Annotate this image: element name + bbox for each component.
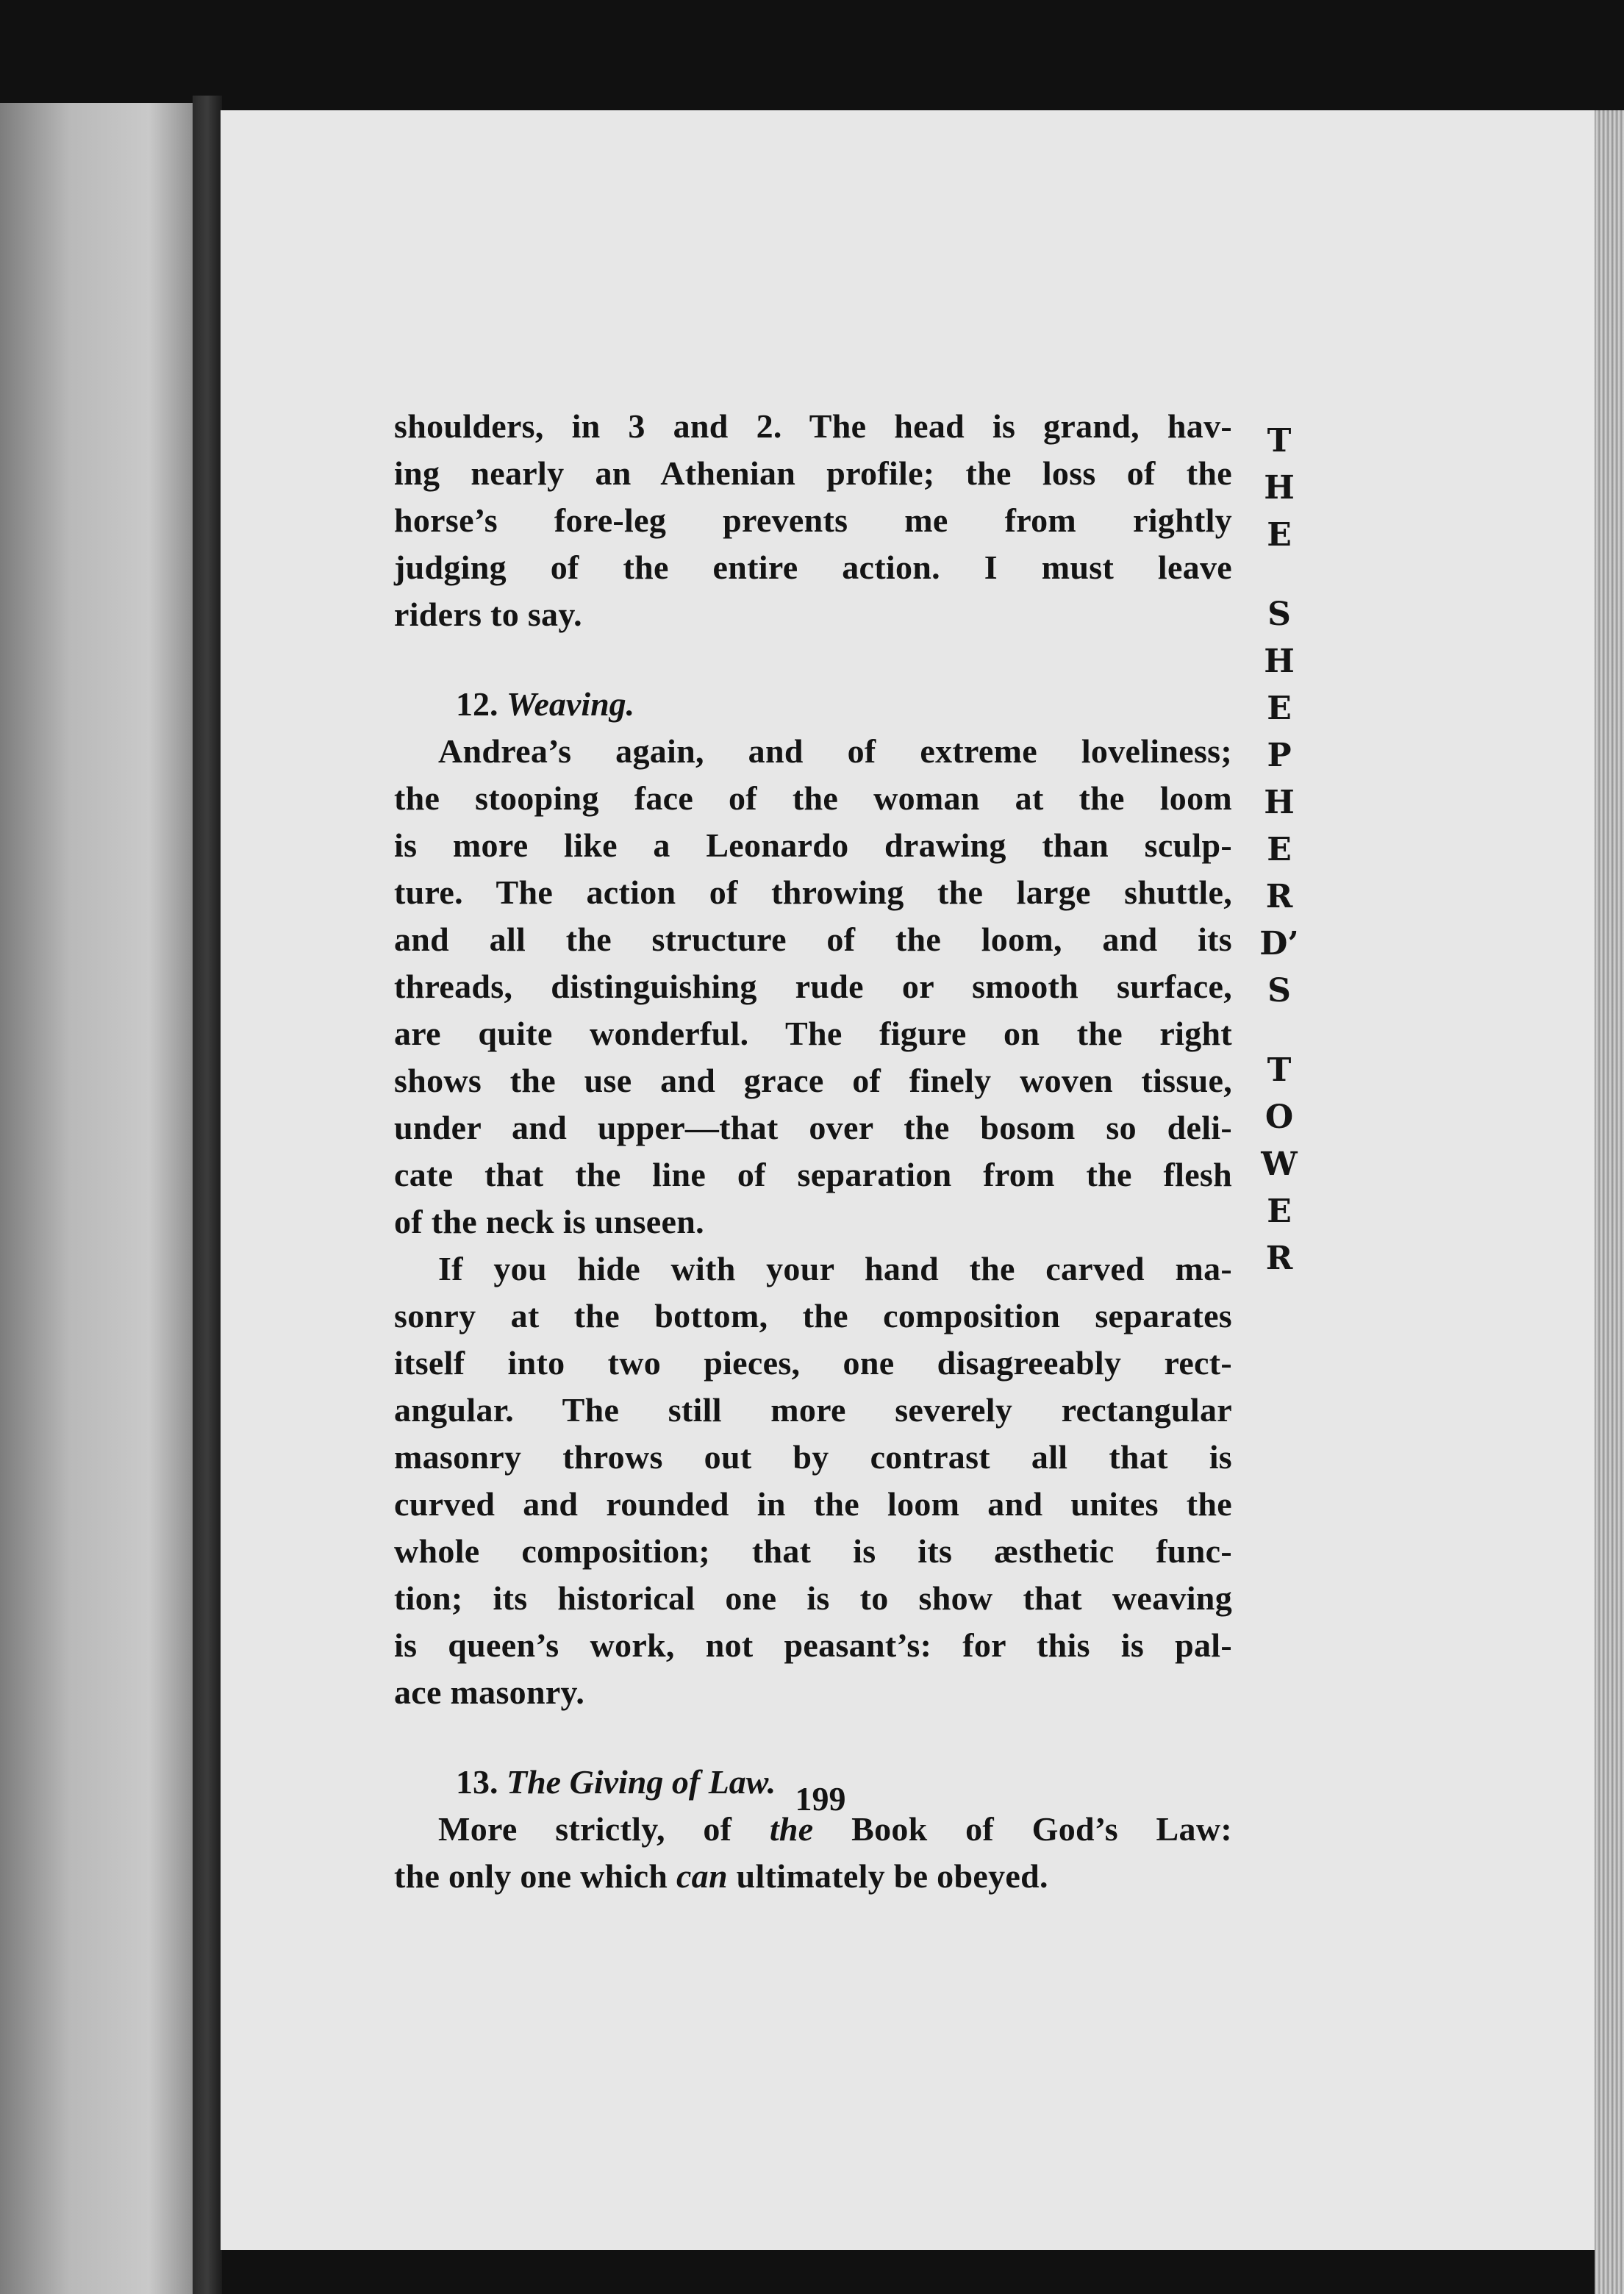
text-line: horse’s fore-leg prevents me from rightly — [394, 501, 1232, 539]
text-line: the stooping face of the woman at the loom — [394, 779, 1232, 817]
side-title-letter: T — [1267, 1051, 1292, 1089]
text-line: masonry throws out by contrast all that is — [394, 1438, 1232, 1476]
page-number: 199 — [795, 1780, 846, 1818]
section-number: 12. — [456, 685, 498, 723]
text-line: whole composition; that is its æsthetic func- — [394, 1532, 1232, 1570]
side-title-letter: H — [1264, 643, 1295, 680]
section-title: Weaving. — [507, 685, 635, 723]
side-title-letter: W — [1261, 1146, 1298, 1183]
text-line: curved and rounded in the loom and unites the — [394, 1485, 1232, 1523]
text-line: ture. The action of throwing the large shuttle, — [394, 873, 1232, 911]
weaving-paragraph-2 — [394, 1246, 1232, 1716]
side-title-word — [1257, 418, 1301, 559]
side-title-letter: S — [1267, 972, 1291, 1010]
side-title-letter: E — [1267, 1193, 1292, 1230]
side-title-letter: R — [1265, 1240, 1293, 1277]
side-title-letter: P — [1267, 737, 1292, 774]
side-title-letter: D’ — [1259, 925, 1299, 962]
text-line: If you hide with your hand the carved ma- — [438, 1250, 1232, 1287]
text-line: sonry at the bottom, the composition separates — [394, 1297, 1232, 1334]
side-title-letter: E — [1267, 690, 1292, 727]
running-side-title — [1257, 418, 1301, 1315]
side-title-letter: R — [1265, 878, 1293, 915]
side-title-letter: T — [1267, 422, 1292, 460]
text-line: is more like a Leonardo drawing than sculp- — [394, 826, 1232, 864]
section-title: The Giving of Law. — [507, 1763, 776, 1801]
side-title-letter: S — [1267, 596, 1291, 633]
side-title-word — [1257, 591, 1301, 1015]
text-line: are quite wonderful. The figure on the right — [394, 1015, 1232, 1052]
weaving-paragraph-1 — [394, 728, 1232, 1246]
page-stack-edge — [1595, 110, 1624, 2294]
text-line: angular. The still more severely rectangular — [394, 1391, 1232, 1429]
text-line: of the neck is unseen. — [394, 1203, 704, 1240]
text-line: More strictly, of the Book of God’s Law: — [438, 1810, 1232, 1848]
text-line: shoulders, in 3 and 2. The head is grand, hav- — [394, 407, 1232, 445]
text-line: shows the use and grace of finely woven tissue, — [394, 1062, 1232, 1099]
text-line: riders to say. — [394, 596, 582, 633]
side-title-letter: H — [1264, 784, 1295, 821]
text-line: Andrea’s again, and of extreme loveliness; — [438, 732, 1232, 770]
side-title-letter: E — [1267, 831, 1292, 868]
side-title-letter: O — [1264, 1098, 1294, 1136]
text-line: judging of the entire action. I must leave — [394, 549, 1232, 586]
section-number: 13. — [456, 1763, 498, 1801]
text-line: ing nearly an Athenian profile; the loss of the — [394, 454, 1232, 492]
text-line: cate that the line of separation from the flesh — [394, 1156, 1232, 1193]
text-line: and all the structure of the loom, and its — [394, 921, 1232, 958]
book-gutter — [193, 96, 222, 2294]
section-heading-12 — [394, 681, 1232, 728]
text-line: ace masonry. — [394, 1673, 585, 1711]
page-text — [394, 403, 1232, 1900]
text-line: is queen’s work, not peasant’s: for this is pal- — [394, 1626, 1232, 1664]
side-title-letter: H — [1264, 469, 1295, 507]
side-title-letter: E — [1267, 516, 1292, 554]
intro-paragraph — [394, 403, 1232, 638]
text-line: itself into two pieces, one disagreeably rect- — [394, 1344, 1232, 1382]
facing-page-edge — [0, 103, 198, 2294]
text-line: tion; its historical one is to show that weaving — [394, 1579, 1232, 1617]
text-line: the only one which can ultimately be obeyed. — [394, 1857, 1048, 1895]
text-line: under and upper—that over the bosom so deli- — [394, 1109, 1232, 1146]
text-line: threads, distinguishing rude or smooth surface, — [394, 968, 1232, 1005]
side-title-word — [1257, 1047, 1301, 1282]
